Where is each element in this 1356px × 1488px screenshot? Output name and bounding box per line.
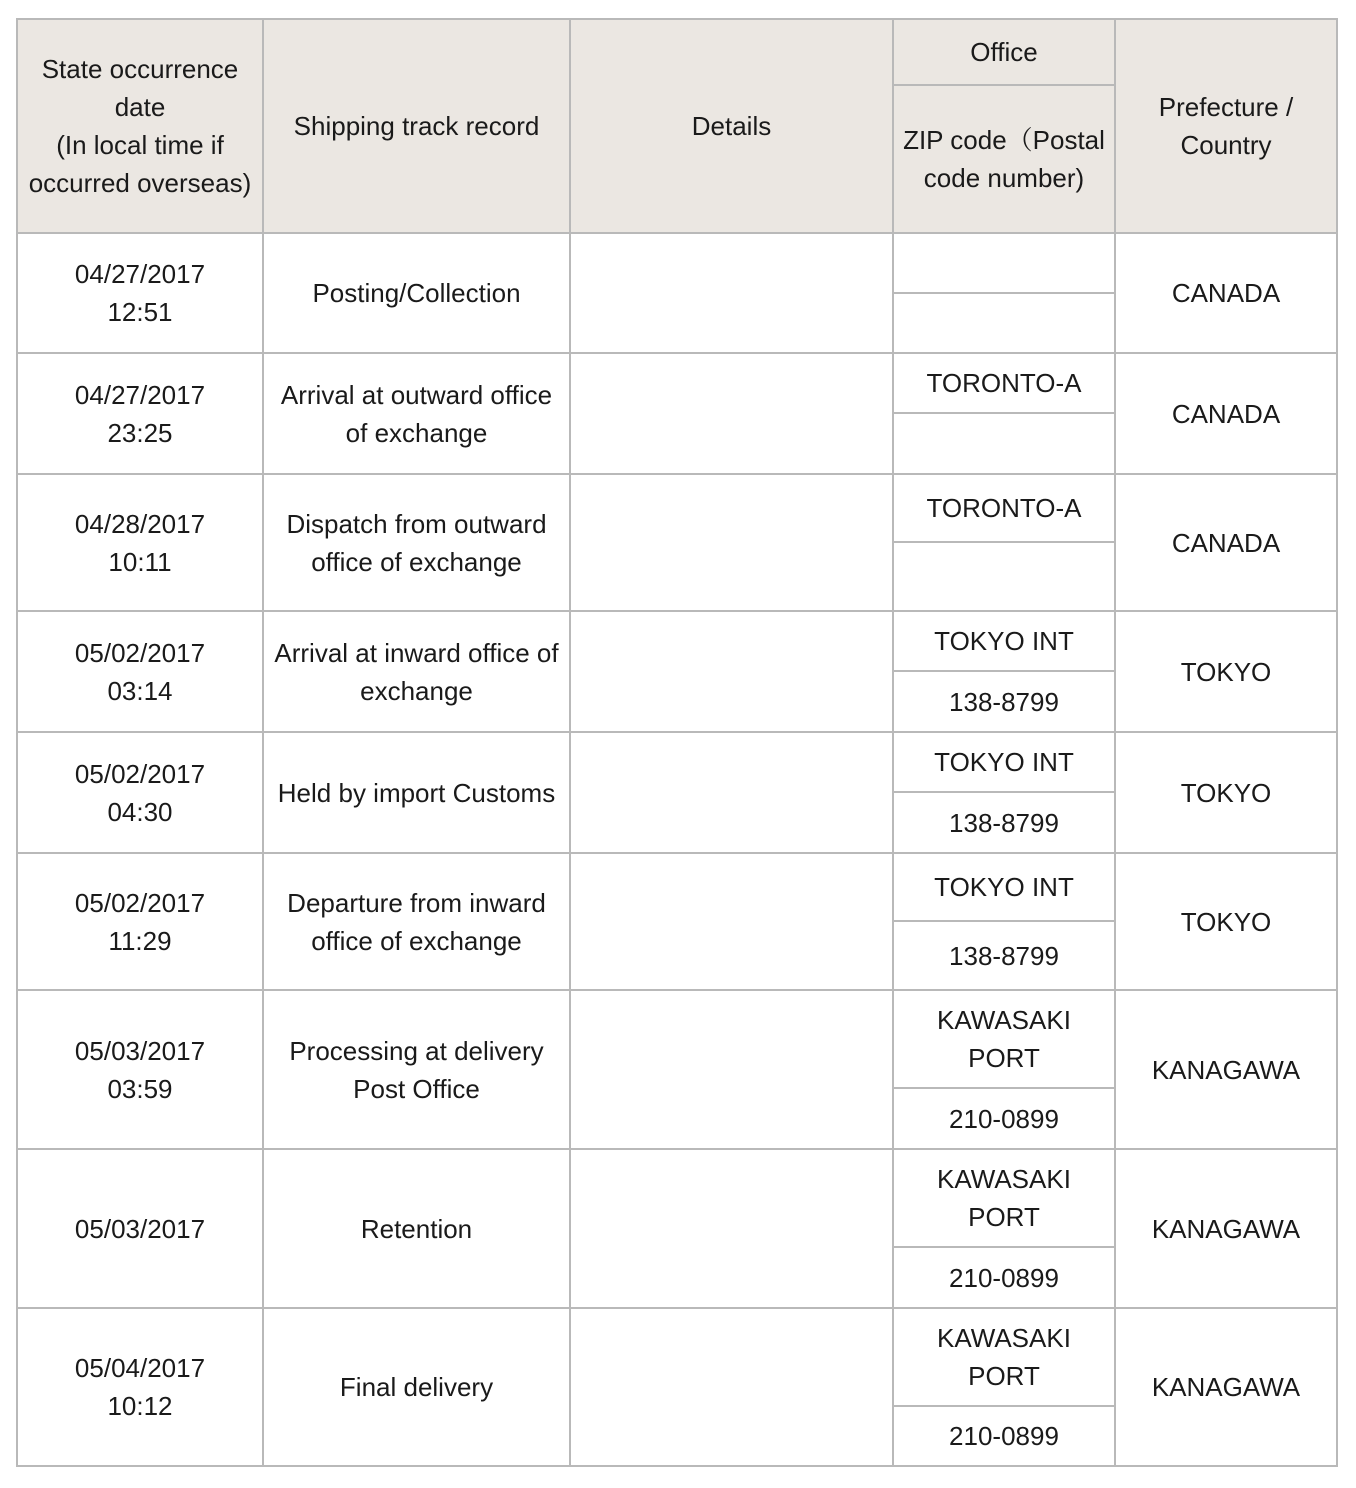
time-value: 10:12: [107, 1391, 173, 1421]
track-record-cell: Final delivery: [263, 1308, 570, 1466]
zip-cell: 138-8799: [893, 792, 1115, 853]
date-value: 05/03/2017: [74, 1035, 206, 1066]
zip-cell: 210-0899: [893, 1247, 1115, 1308]
date-cell: [17, 611, 263, 732]
table-row: [17, 353, 1337, 413]
track-record-cell: Dispatch from outward office of exchange: [263, 474, 570, 611]
track-record-cell: Posting/Collection: [263, 233, 570, 353]
details-cell: [570, 474, 893, 611]
date-cell: [17, 1308, 263, 1466]
prefecture-cell: KANAGAWA: [1115, 1149, 1337, 1308]
date-cell: [17, 853, 263, 990]
date-cell: [17, 1149, 263, 1308]
prefecture-cell: CANADA: [1115, 353, 1337, 474]
date-cell: [17, 732, 263, 853]
table-body: [17, 233, 1337, 1466]
table-row: [17, 1149, 1337, 1247]
date-cell: [17, 474, 263, 611]
track-record-cell: Arrival at outward office of exchange: [263, 353, 570, 474]
prefecture-cell: CANADA: [1115, 474, 1337, 611]
prefecture-cell: TOKYO: [1115, 732, 1337, 853]
date-cell: [17, 233, 263, 353]
prefecture-cell: TOKYO: [1115, 853, 1337, 990]
details-cell: [570, 1149, 893, 1308]
track-record-cell: Held by import Customs: [263, 732, 570, 853]
table-row: [17, 990, 1337, 1088]
zip-cell: 138-8799: [893, 921, 1115, 990]
time-value: 23:25: [107, 417, 173, 448]
details-cell: [570, 732, 893, 853]
details-cell: [570, 990, 893, 1149]
table-row: [17, 474, 1337, 542]
track-record-cell: Processing at delivery Post Office: [263, 990, 570, 1149]
date-cell: [17, 990, 263, 1149]
zip-cell: 138-8799: [893, 671, 1115, 732]
date-value: 05/04/2017: [74, 1353, 206, 1383]
office-cell: TOKYO INT: [893, 732, 1115, 792]
track-record-cell: Retention: [263, 1149, 570, 1308]
header-date: State occurrence date (In local time if occurred overseas): [17, 19, 263, 233]
table-row: [17, 853, 1337, 921]
office-cell: TOKYO INT: [893, 853, 1115, 921]
office-cell: TORONTO-A: [893, 353, 1115, 413]
time-value: 11:29: [108, 925, 172, 956]
table-row: [17, 732, 1337, 792]
date-value: 05/03/2017: [74, 1213, 206, 1244]
office-cell: KAWASAKI PORT: [893, 1308, 1115, 1406]
date-cell: [17, 353, 263, 474]
prefecture-cell: KANAGAWA: [1115, 990, 1337, 1149]
details-cell: [570, 233, 893, 353]
header-details: Details: [570, 19, 893, 233]
time-value: 10:11: [108, 546, 172, 577]
date-value: 04/27/2017: [74, 379, 206, 410]
track-record-cell: Departure from inward office of exchange: [263, 853, 570, 990]
date-value: 04/27/2017: [74, 259, 206, 289]
header-office: Office: [893, 19, 1115, 85]
time-value: 03:59: [107, 1073, 173, 1104]
zip-cell: [893, 293, 1115, 353]
zip-cell: 210-0899: [893, 1406, 1115, 1466]
date-value: 04/28/2017: [74, 508, 206, 539]
date-value: 05/02/2017: [74, 887, 206, 918]
tracking-table-container: [16, 18, 1338, 1467]
track-record-cell: Arrival at inward office of exchange: [263, 611, 570, 732]
tracking-table: [16, 18, 1338, 1467]
header-track: Shipping track record: [263, 19, 570, 233]
office-cell: KAWASAKI PORT: [893, 1149, 1115, 1247]
table-header: [17, 19, 1337, 233]
time-value: 03:14: [107, 675, 173, 706]
office-cell: [893, 233, 1115, 293]
zip-cell: [893, 542, 1115, 611]
table-row: [17, 1308, 1337, 1406]
header-zip: ZIP code（Postal code number): [893, 85, 1115, 233]
header-prefecture: Prefecture / Country: [1115, 19, 1337, 233]
table-row: [17, 611, 1337, 671]
office-cell: TOKYO INT: [893, 611, 1115, 671]
details-cell: [570, 1308, 893, 1466]
table-row: [17, 233, 1337, 293]
zip-cell: 210-0899: [893, 1088, 1115, 1149]
time-value: 12:51: [107, 297, 173, 327]
details-cell: [570, 611, 893, 732]
details-cell: [570, 353, 893, 474]
prefecture-cell: TOKYO: [1115, 611, 1337, 732]
office-cell: TORONTO-A: [893, 474, 1115, 542]
date-value: 05/02/2017: [74, 637, 206, 668]
office-cell: KAWASAKI PORT: [893, 990, 1115, 1088]
zip-cell: [893, 413, 1115, 474]
prefecture-cell: KANAGAWA: [1115, 1308, 1337, 1466]
details-cell: [570, 853, 893, 990]
time-value: 04:30: [107, 796, 173, 827]
prefecture-cell: CANADA: [1115, 233, 1337, 353]
date-value: 05/02/2017: [74, 758, 206, 789]
